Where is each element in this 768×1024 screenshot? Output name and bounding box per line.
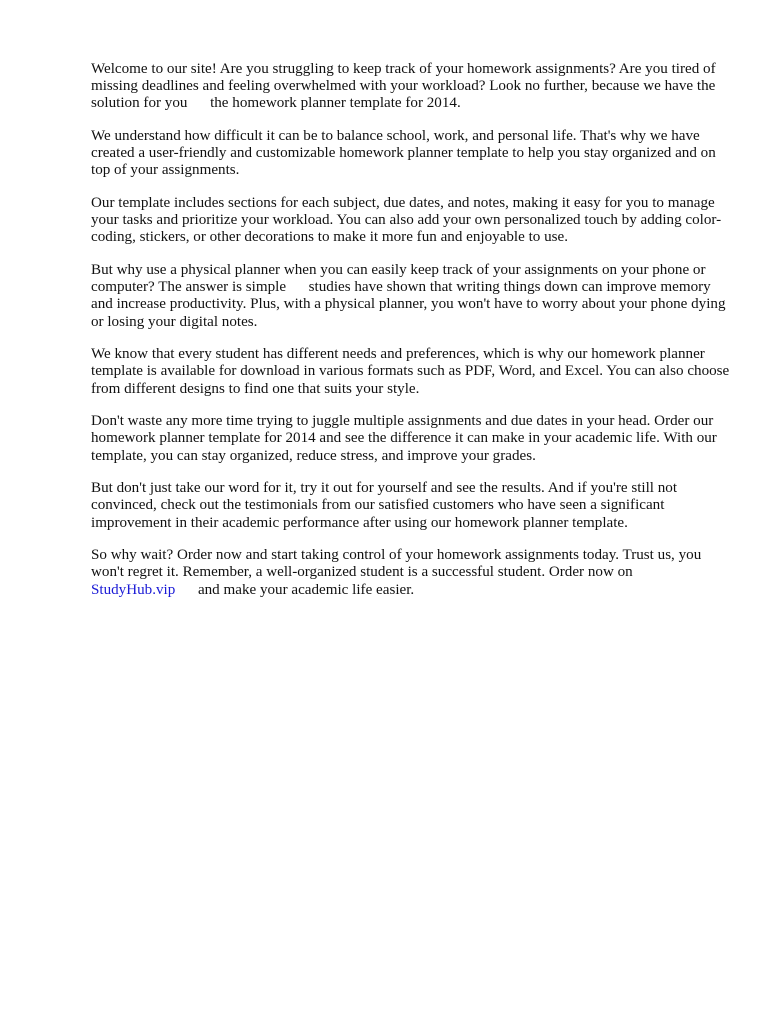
paragraph-order: Don't waste any more time trying to juggle multiple assignments and due dates in your head. Order our homework planner template for 2014 and see the difference it can make in your academic life. With our template, you can stay organized, reduce stress, and improve your grades. [91, 413, 717, 464]
paragraph-formats: We know that every student has different needs and preferences, which is why our homework planner template is available for download in various formats such as PDF, Word, and Excel. You can also choose from different designs to find one that suits your style. [91, 346, 730, 397]
paragraph-balance: We understand how difficult it can be to balance school, work, and personal life. That's why we have created a user-friendly and customizable homework planner template to help you stay organized and on top of your assignments. [91, 128, 716, 179]
paragraph-physical-planner: But why use a physical planner when you can easily keep track of your assignments on your phone or computer? The answer is simple studies have shown that writing things down can improve memory and increase productivity. Plus, with a physical planner, you won't have to worry about your phone dying or losing your digital notes. [91, 262, 726, 330]
closing-tail: and make your academic life easier. [175, 581, 415, 598]
studyhub-link[interactable]: StudyHub.vip [91, 581, 176, 598]
closing-text: So why wait? Order now and start taking control of your homework assignments today. Trust us, you won't regret it. Remember, a well-organized student is a successful student. Order now on [91, 547, 702, 581]
paragraph-testimonials: But don't just take our word for it, try it out for yourself and see the results. And if you're still not convinced, check out the testimonials from our satisfied customers who have seen a significant improvement in their academic performance after using our homework planner template. [91, 480, 678, 531]
paragraph-closing [91, 547, 731, 599]
paragraph-welcome: Welcome to our site! Are you struggling to keep track of your homework assignments? Are you tired of missing deadlines and feeling overwhelmed with your workload? Look no further, because we have the solution for you the homework planner template for 2014. [91, 61, 716, 112]
document-body [91, 61, 731, 614]
paragraph-template-sections: Our template includes sections for each subject, due dates, and notes, making it easy for you to manage your tasks and prioritize your workload. You can also add your own personalized touch by adding color-coding, stickers, or other decorations to make it more fun and enjoyable to use. [91, 195, 722, 246]
